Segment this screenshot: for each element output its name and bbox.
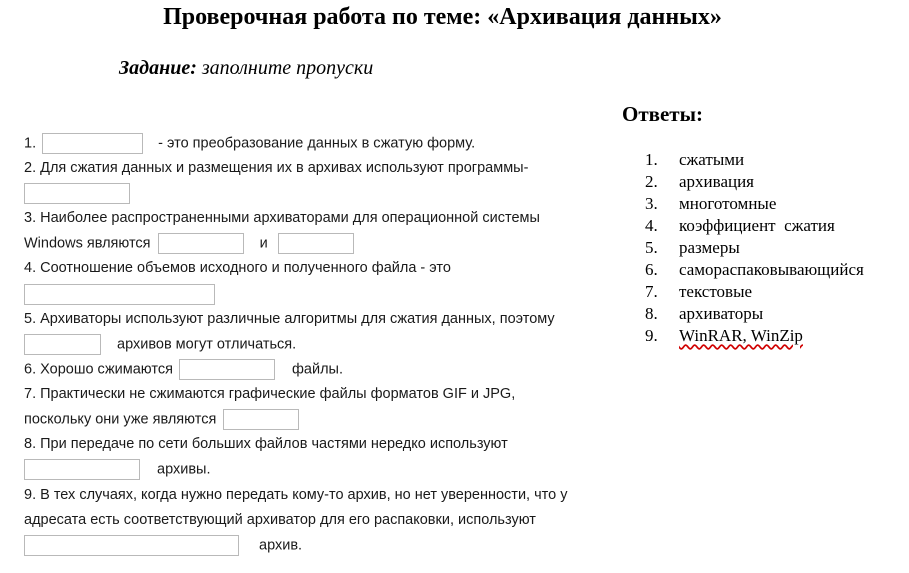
question-6-text-2: файлы. xyxy=(292,361,344,378)
answer-item-number: 8. xyxy=(645,304,658,323)
answer-field-8[interactable] xyxy=(24,459,140,480)
question-8-text: 8. При передаче по сети больших файлов частями нередко используют xyxy=(24,436,508,452)
question-9-line-3 xyxy=(24,535,302,556)
task-text: заполните пропуски xyxy=(201,57,374,79)
question-3-line-2 xyxy=(24,233,354,254)
question-9-text-3: архив. xyxy=(259,537,303,554)
question-4-field-row xyxy=(24,284,215,305)
question-9-text: 9. В тех случаях, когда нужно передать кому-то архив, но нет уверенности, что у xyxy=(24,487,568,503)
question-3-text-2: Windows являются xyxy=(24,235,151,252)
answer-field-9[interactable] xyxy=(24,535,239,556)
question-1-text: - это преобразование данных в сжатую форму. xyxy=(158,135,476,152)
question-7-text: 7. Практически не сжимаются графические файлы форматов GIF и JPG, xyxy=(24,386,516,402)
question-2-field-row xyxy=(24,183,130,204)
answer-field-2[interactable] xyxy=(24,183,130,204)
answer-item-number: 5. xyxy=(645,238,658,257)
answer-field-4[interactable] xyxy=(24,284,215,305)
question-9-text-2: адресата есть соответствующий архиватор для его распаковки, используют xyxy=(24,512,536,528)
answer-item xyxy=(645,325,864,347)
task-line xyxy=(119,57,373,80)
answer-item xyxy=(645,149,864,171)
answer-field-6[interactable] xyxy=(179,359,275,380)
answer-item-number: 3. xyxy=(645,194,658,213)
answer-item-text: архиваторы xyxy=(679,304,764,323)
answer-item-text: многотомные xyxy=(679,194,777,213)
answer-item-number: 4. xyxy=(645,216,658,235)
answers-title: Ответы: xyxy=(622,102,704,126)
question-3-text: 3. Наиболее распространенными архиваторами для операционной системы xyxy=(24,210,540,226)
question-7-line-2 xyxy=(24,409,299,430)
answer-field-7[interactable] xyxy=(223,409,299,430)
answer-item xyxy=(645,237,864,259)
question-5-line-2 xyxy=(24,334,296,355)
question-1 xyxy=(24,133,475,154)
answer-item xyxy=(645,259,864,281)
answer-field-1[interactable] xyxy=(42,133,143,154)
answer-item-text: архивация xyxy=(679,172,755,191)
question-8-line-2 xyxy=(24,459,211,480)
question-4-text: 4. Соотношение объемов исходного и полученного файла - это xyxy=(24,260,451,276)
answer-item-text: текстовые xyxy=(679,282,753,301)
answer-item-number: 9. xyxy=(645,326,658,345)
answer-item xyxy=(645,303,864,325)
answer-field-3b[interactable] xyxy=(278,233,354,254)
answer-item-text: коэффициент сжатия xyxy=(679,216,835,235)
answers-list xyxy=(645,149,864,347)
answer-item-text: WinRAR, WinZip xyxy=(679,326,803,345)
question-2-text: 2. Для сжатия данных и размещения их в архивах используют программы- xyxy=(24,160,529,176)
answer-field-3a[interactable] xyxy=(158,233,244,254)
page-title: Проверочная работа по теме: «Архивация данных» xyxy=(163,4,722,30)
answer-field-5[interactable] xyxy=(24,334,101,355)
question-8-text-2: архивы. xyxy=(157,461,211,478)
answer-item-text: самораспаковывающийся xyxy=(679,260,864,279)
answer-item-number: 1. xyxy=(645,150,658,169)
question-1-number: 1. xyxy=(24,135,37,152)
question-5-text-2: архивов могут отличаться. xyxy=(117,336,297,353)
answer-item-number: 7. xyxy=(645,282,658,301)
answer-item xyxy=(645,171,864,193)
question-5-text: 5. Архиваторы используют различные алгоритмы для сжатия данных, поэтому xyxy=(24,311,555,327)
question-6-text: 6. Хорошо сжимаются xyxy=(24,361,173,378)
question-3-and: и xyxy=(259,235,268,252)
question-7-text-2: поскольку они уже являются xyxy=(24,411,217,428)
question-6 xyxy=(24,359,343,380)
task-label: Задание: xyxy=(119,57,197,79)
answer-item xyxy=(645,215,864,237)
answer-item xyxy=(645,281,864,303)
answer-item-text: сжатыми xyxy=(679,150,745,169)
answer-item-number: 6. xyxy=(645,260,658,279)
answer-item-number: 2. xyxy=(645,172,658,191)
answer-item xyxy=(645,193,864,215)
answer-item-text: размеры xyxy=(679,238,740,257)
